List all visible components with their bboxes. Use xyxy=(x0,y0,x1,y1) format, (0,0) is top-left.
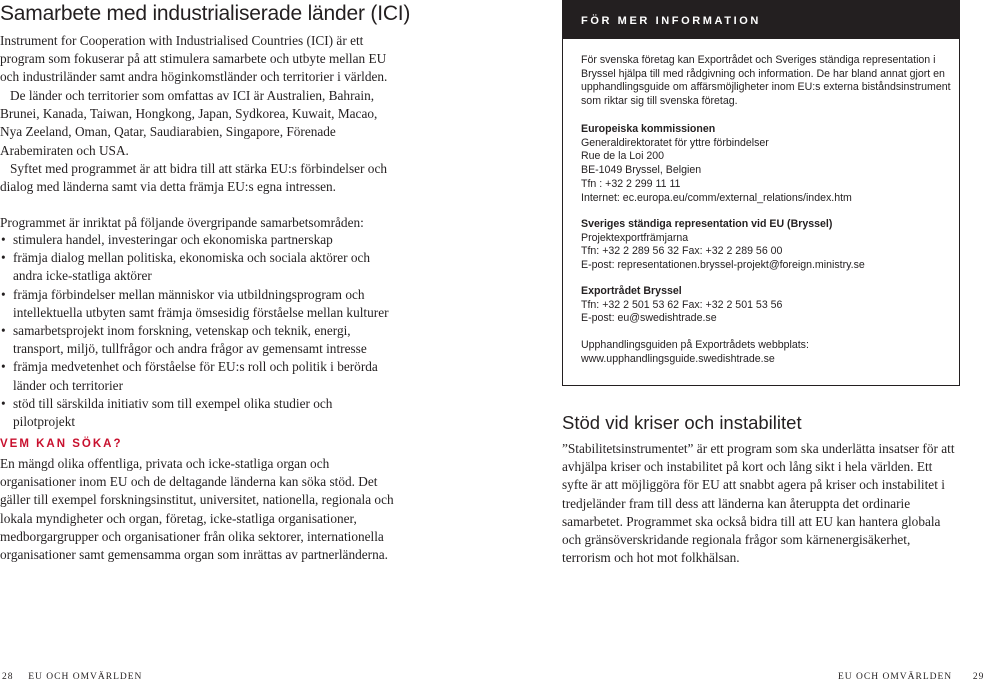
purpose-paragraph: Syftet med programmet är att bidra till att stärka EU:s förbindelser och dialog med länderna samt via detta främja EU:s egna intressen. xyxy=(0,161,388,195)
exportradet-line: Tfn: +32 2 501 53 62 Fax: +32 2 501 53 56 xyxy=(581,298,783,311)
more-info-heading: FÖR MER INFORMATION xyxy=(563,1,959,39)
areas-intro: Programmet är inriktat på följande övergripande samarbetsområden: xyxy=(0,215,364,230)
commission-line: BE-1049 Bryssel, Belgien xyxy=(581,164,702,177)
exportradet-name: Exportrådet Bryssel xyxy=(581,285,682,297)
page-number: 28 xyxy=(2,672,14,682)
representation-line: Projektexportfrämjarna xyxy=(581,231,689,244)
page-number: 29 xyxy=(972,672,984,682)
crisis-paragraph: ”Stabilitetsinstrumentet” är ett program som ska underlätta insatser för att avhjälpa kriser och instabilitet på kort och lång sikt i hela världen. Ett syfte är att möjliggöra för EU att snabbt agera på kriser och instabilitet i tredjeländer fram till dess att länderna kan återuppta det ordinarie samarbetet. Programmet ska också bidra till att EU kan hantera globala och gränsöverskridande regionala frågor som kärnenergisäkerhet, terrorism och hot mot folkhälsan. xyxy=(562,441,955,566)
crisis-heading: Stöd vid kriser och instabilitet xyxy=(562,412,802,433)
guide-link[interactable]: www.upphandlingsguide.swedishtrade.se xyxy=(581,352,775,365)
commission-line: Rue de la Loi 200 xyxy=(581,150,665,163)
commission-link[interactable]: Internet: ec.europa.eu/comm/external_relations/index.htm xyxy=(581,191,852,204)
areas-list xyxy=(0,231,396,431)
footer-right xyxy=(838,672,984,682)
list-item: • främja förbindelser mellan människor via utbildningsprogram och intellektuella utbyten samt främja ömsesidig förståelse mellan kulturer xyxy=(0,286,396,322)
commission-line: Tfn : +32 2 299 11 11 xyxy=(581,177,681,190)
list-item: • stimulera handel, investeringar och ekonomiska partnerskap xyxy=(0,231,396,249)
who-can-apply-heading: VEM KAN SÖKA? xyxy=(0,438,123,450)
exportradet-contact xyxy=(581,285,951,326)
who-can-apply-paragraph: En mängd olika offentliga, privata och icke-statliga organ och organisationer inom EU och de deltagande länderna kan söka stöd. Det gäller till exempel forskningsinstitut, universitet, nationella, regionala och lokala myndigheter och organ, företag, icke-statliga organisationer, medborgargrupper och organisationer från olika sektorer, internationella organisationer samt gemensamma organ som inrättas av partnerländerna. xyxy=(0,456,394,563)
commission-contact xyxy=(581,123,951,205)
commission-name: Europeiska kommissionen xyxy=(581,123,716,135)
guide-contact xyxy=(581,339,951,366)
footer-left xyxy=(2,672,142,682)
running-footer: EU OCH OMVÄRLDEN xyxy=(838,672,953,682)
representation-email-link[interactable]: E-post: representationen.bryssel-projekt@foreign.ministry.se xyxy=(581,259,865,272)
representation-name: Sveriges ständiga representation vid EU (Bryssel) xyxy=(581,218,833,230)
more-info-box xyxy=(562,0,960,386)
running-footer: EU OCH OMVÄRLDEN xyxy=(28,672,143,682)
countries-paragraph: De länder och territorier som omfattas av ICI är Australien, Bahrain, Brunei, Kanada, Taiwan, Hongkong, Japan, Sydkorea, Kuwait, Macao, Nya Zeeland, Oman, Qatar, Saudiarabien, Singapore, Förenade Arabemiraten och USA. xyxy=(0,88,378,158)
representation-line: Tfn: +32 2 289 56 32 Fax: +32 2 289 56 00 xyxy=(581,245,783,258)
list-item: • främja medvetenhet och förståelse för EU:s roll och politik i berörda länder och territorier xyxy=(0,358,396,394)
commission-line: Generaldirektoratet för yttre förbindelser xyxy=(581,136,769,149)
list-item: • främja dialog mellan politiska, ekonomiska och sociala aktörer och andra icke-statliga aktörer xyxy=(0,249,396,285)
exportradet-email-link[interactable]: E-post: eu@swedishtrade.se xyxy=(581,312,717,325)
info-intro: För svenska företag kan Exportrådet och Sveriges ständiga representation i Bryssel hjälpa till med rådgivning och information. De har bland annat gjort en upphandlingsguide om affärsmöjligheter inom EU:s externa biståndsinstrument som riktar sig till svenska företag. xyxy=(581,54,951,108)
guide-line: Upphandlingsguiden på Exportrådets webbplats: xyxy=(581,339,809,351)
representation-contact xyxy=(581,218,951,273)
intro-paragraph: Instrument for Cooperation with Industrialised Countries (ICI) är ett program som fokuserar på att stimulera samarbete och utbyte mellan EU och industriländer samt andra höginkomstländer och territorier i världen. xyxy=(0,33,388,85)
list-item: • stöd till särskilda initiativ som till exempel olika studier och pilotprojekt xyxy=(0,395,396,431)
list-item: • samarbetsprojekt inom forskning, vetenskap och teknik, energi, transport, miljö, tullfrågor och andra frågor av gemensamt intresse xyxy=(0,322,396,358)
page-title: Samarbete med industrialiserade länder (ICI) xyxy=(0,2,411,25)
